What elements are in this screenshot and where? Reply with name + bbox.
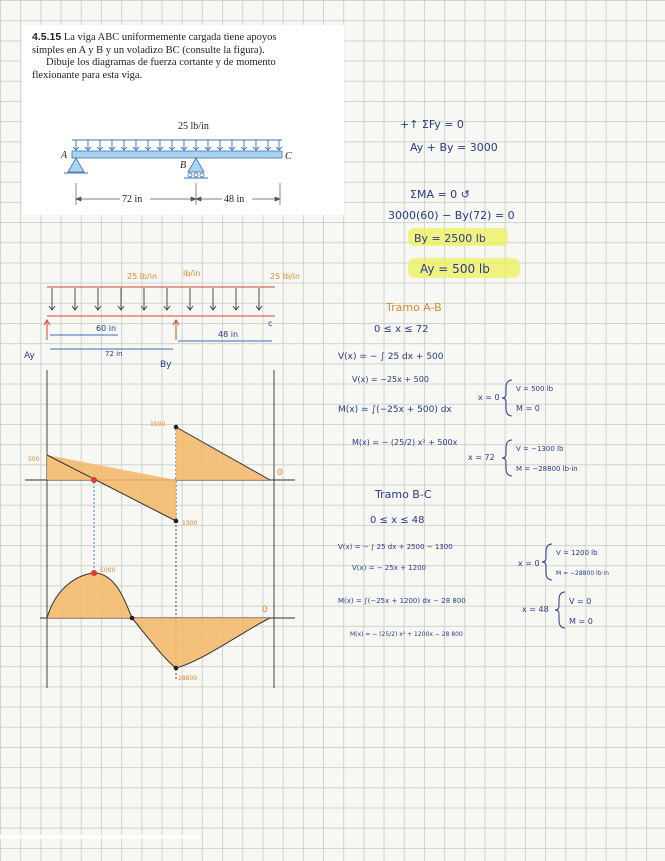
- sketch-label-by: By: [160, 360, 172, 370]
- segment-ab-m-integral: M(x) = ∫(−25x + 500) dx: [338, 405, 452, 415]
- segment-bc-x0: x = 0: [518, 559, 540, 568]
- segment-bc-m-eq: M(x) = − (25/2) x² + 1200x − 28 800: [350, 631, 463, 638]
- bottom-strip: [0, 835, 200, 839]
- equilibrium-work: [388, 118, 520, 278]
- segment-ab-x0: x = 0: [478, 393, 500, 402]
- segment-bc-work: [338, 488, 609, 638]
- segment-ab-m-eq: M(x) = − (25/2) x² + 500x: [352, 438, 458, 447]
- segment-ab-x72-v: V = −1300 lb: [516, 445, 564, 453]
- by-result: By = 2500 lb: [414, 232, 486, 245]
- segment-bc-x48: x = 48: [522, 605, 549, 614]
- segment-ab-x72: x = 72: [468, 453, 495, 462]
- moment-diagram: [40, 567, 295, 682]
- pin-support-a: [68, 158, 84, 172]
- segment-bc-m-integral: M(x) = ∫(−25x + 1200) dx − 28 800: [338, 597, 466, 605]
- segment-bc-x0-v: V = 1200 lb: [556, 549, 598, 557]
- label-c: C: [285, 151, 292, 162]
- segment-ab-x72-m: M = −28800 lb·in: [516, 465, 578, 473]
- problem-line-4: flexionante para esta viga.: [32, 69, 143, 81]
- ay-result: Ay = 500 lb: [420, 262, 490, 276]
- segment-bc-title: Tramo B-C: [375, 488, 432, 501]
- segment-ab-v-integral: V(x) = − ∫ 25 dx + 500: [338, 352, 444, 362]
- sketch-load-label-2: lb/in: [183, 269, 201, 278]
- segment-ab-v-eq: V(x) = −25x + 500: [352, 375, 429, 384]
- sketch-label-ay: Ay: [24, 351, 35, 361]
- label-b: B: [180, 160, 187, 171]
- segment-ab-x0-m: M = 0: [516, 404, 540, 413]
- segment-bc-x48-v: V = 0: [569, 597, 592, 606]
- moment-label-5000: 5000: [100, 567, 116, 574]
- sketch-dim-48: 48 in: [218, 330, 239, 339]
- dim-ab: 72 in: [122, 194, 143, 205]
- problem-line-3: Dibuje los diagramas de fuerza cortante y de momento: [46, 57, 276, 68]
- shear-label-500: 500: [28, 456, 40, 463]
- sketch-load-label-1: 25 lb/in: [127, 272, 158, 281]
- segment-ab-range: 0 ≤ x ≤ 72: [374, 324, 429, 335]
- beam-abc: [72, 151, 282, 158]
- moment-label-neg: 28800: [178, 675, 198, 682]
- segment-bc-x0-m: M = −28800 lb·in: [556, 570, 609, 577]
- shear-label-1500: 1500: [150, 421, 166, 428]
- sketch-dim-60: 60 in: [96, 324, 117, 333]
- roller-support-b: [188, 158, 204, 172]
- shear-label-1300: 1300: [182, 520, 198, 527]
- problem-line-2: simples en A y B y un voladizo BC (consulte la figura).: [32, 44, 265, 56]
- segment-ab-x0-v: V = 500 lb: [516, 385, 554, 393]
- label-a: A: [61, 150, 68, 161]
- moment-label-zero: 0: [262, 605, 268, 615]
- sum-ma: ΣMA = 0 ↺: [410, 188, 470, 201]
- load-label: 25 lb/in: [178, 121, 209, 132]
- distributed-load-arrows: [73, 140, 282, 150]
- sketch-dim-72: 72 in: [105, 350, 123, 358]
- dim-bc: 48 in: [224, 194, 245, 205]
- beam-sketch: [24, 269, 300, 370]
- segment-ab-work: [338, 301, 578, 476]
- segment-bc-x48-m: M = 0: [569, 617, 593, 626]
- segment-bc-v-eq: V(x) = − 25x + 1200: [352, 564, 426, 572]
- segment-bc-range: 0 ≤ x ≤ 48: [370, 515, 425, 526]
- sum-fy: +↑ ΣFy = 0: [400, 118, 464, 131]
- sketch-label-c: c: [268, 319, 273, 328]
- eq-ay-by: Ay + By = 3000: [410, 141, 498, 154]
- segment-ab-title: Tramo A-B: [386, 301, 442, 314]
- shear-diagram: [25, 421, 295, 527]
- shear-label-zero: 0: [277, 468, 283, 478]
- beam-figure: [60, 121, 292, 205]
- segment-bc-v-integral: V(x) = − ∫ 25 dx + 2500 − 1300: [338, 543, 453, 551]
- problem-line-1: La viga ABC uniformemente cargada tiene apoyos: [63, 32, 277, 43]
- eq-moment: 3000(60) − By(72) = 0: [388, 209, 515, 222]
- problem-number: 4.5.15: [32, 31, 62, 43]
- sketch-load-label-3: 25 lb/in: [270, 272, 301, 281]
